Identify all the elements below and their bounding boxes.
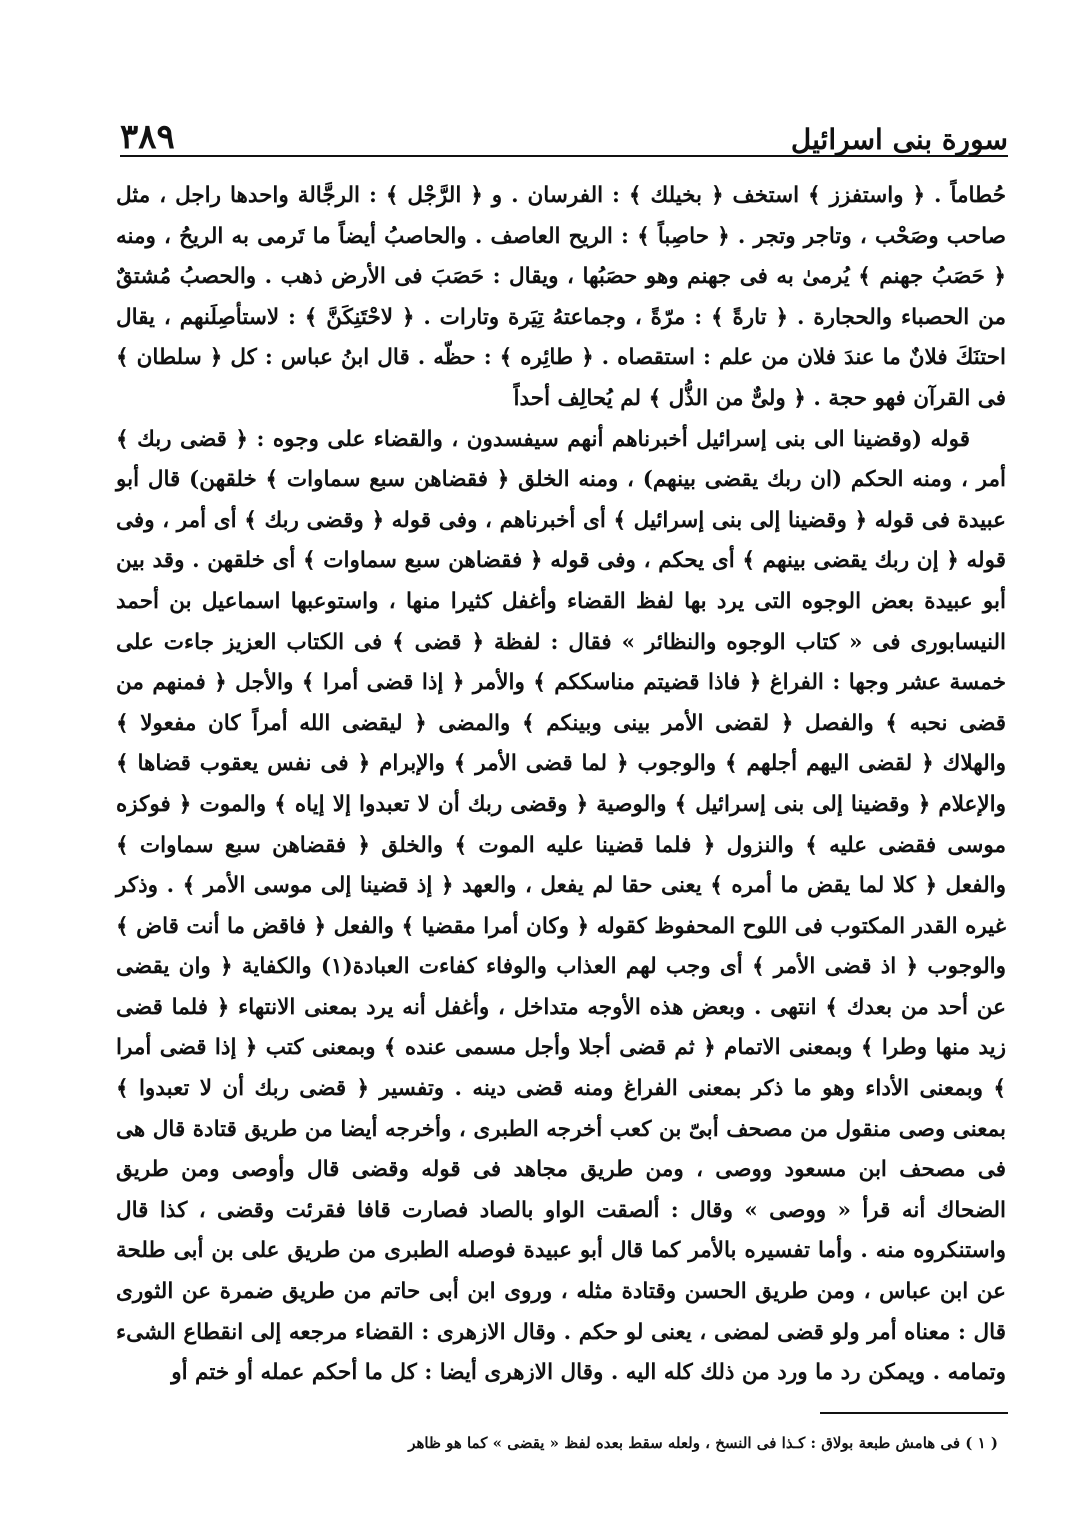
main-text: [116, 176, 1006, 1394]
paragraph: حُطاماً . ﴿ واستفزز ﴾ استخف ﴿ بخيلك ﴾ : الفرسان . و ﴿ الرَّجْل ﴾ : الرجَّالة واحدها راجل ، مثل صاحب وصَحْب ، وتاجر وتجر . ﴿ حاصِباً ﴾ : الريح العاصف . والحاصبُ أيضاً ما تَرمى به الريحُ ، ومنه ﴿ حَصَبُ جهنم ﴾ يُرمىٰ به فى جهنم وهو حصَبُها ، ويقال : حَصَبَ فى الأرض ذهب . والحصبُ مُشتقٌ من الحصباء والحجارة . ﴿ تارةً ﴾ : مرّةً ، وجماعتهُ تِيَرة وتارات . ﴿ لاحْتَنِكَنَّ ﴾ : لاستأصِلَنهم ، يقال احتنَكَ فلانٌ ما عندَ فلان من علم : استقصاه . ﴿ طائِره ﴾ : حظّه . قال ابنُ عباس : كل ﴿ سلطان ﴾ فى القرآن فهو حجة . ﴿ ولىٌّ من الذُّل ﴾ لم يُحالِف أحداً: [116, 183, 1006, 411]
page-number: ٣٨٩: [120, 117, 175, 157]
header-divider: [120, 155, 1008, 157]
footnote-divider: [820, 1412, 1008, 1414]
surah-title: سورة بنى اسرائيل: [790, 123, 1008, 156]
paragraph: قوله (وقضينا الى بنى إسرائيل أخبرناهم أنهم سيفسدون ، والقضاء على وجوه : ﴿ قضى ربك ﴾ أمر ، ومنه الحكم (ان ربك يقضى بينهم) ، ومنه الخلق ﴿ فقضاهن سبع سماوات ﴾ خلقهن) قال أبو عبيدة فى قوله ﴿ وقضينا إلى بنى إسرائيل ﴾ أى أخبرناهم ، وفى قوله ﴿ وقضى ربك ﴾ أى أمر ، وفى قوله ﴿ إن ربك يقضى بينهم ﴾ أى يحكم ، وفى قوله ﴿ فقضاهن سبع سماوات ﴾ أى خلقهن . وقد بين أبو عبيدة بعض الوجوه التى يرد بها لفظ القضاء وأغفل كثيرا منها ، واستوعبها اسماعيل بن أحمد النيسابورى فى « كتاب الوجوه والنظائر » فقال : لفظة ﴿ قضى ﴾ فى الكتاب العزيز جاءت على خمسة عشر وجها : الفراغ ﴿ فاذا قضيتم مناسككم ﴾ والأمر ﴿ إذا قضى أمرا ﴾ والأجل ﴿ فمنهم من قضى نحبه ﴾ والفصل ﴿ لقضى الأمر بينى وبينكم ﴾ والمضى ﴿ ليقضى الله أمراً كان مفعولا ﴾ والهلاك ﴿ لقضى اليهم أجلهم ﴾ والوجوب ﴿ لما قضى الأمر ﴾ والإبرام ﴿ فى نفس يعقوب قضاها ﴾ والإعلام ﴿ وقضينا إلى بنى إسرائيل ﴾ والوصية ﴿ وقضى ربك أن لا تعبدوا إلا إياه ﴾ والموت ﴿ فوكزه موسى فقضى عليه ﴾ والنزول ﴿ فلما قضينا عليه الموت ﴾ والخلق ﴿ فقضاهن سبع سماوات ﴾ والفعل ﴿ كلا لما يقض ما أمره ﴾ يعنى حقا لم يفعل ، والعهد ﴿ إذ قضينا إلى موسى الأمر ﴾ . وذكر غيره القدر المكتوب فى اللوح المحفوظ كقوله ﴿ وكان أمرا مقضيا ﴾ والفعل ﴿ فاقض ما أنت قاض ﴾ والوجوب ﴿ اذ قضى الأمر ﴾ أى وجب لهم العذاب والوفاء كفاءت العبادة(١) والكفاية ﴿ وان يقضى عن أحد من بعدك ﴾ انتهى . وبعض هذه الأوجه متداخل ، وأغفل أنه يرد بمعنى الانتهاء ﴿ فلما قضى زيد منها وطرا ﴾ وبمعنى الاتمام ﴿ ثم قضى أجلا وأجل مسمى عنده ﴾ وبمعنى كتب ﴿ إذا قضى أمرا ﴾ وبمعنى الأداء وهو ما ذكر بمعنى الفراغ ومنه قضى دينه . وتفسير ﴿ قضى ربك أن لا تعبدوا ﴾ بمعنى وصى منقول من مصحف أبىّ بن كعب أخرجه الطبرى ، وأخرجه أيضا من طريق قتادة قال هى فى مصحف ابن مسعود ووصى ، ومن طريق مجاهد فى قوله وقضى قال وأوصى ومن طريق الضحاك أنه قرأ « ووصى » وقال : ألصقت الواو بالصاد فصارت قافا فقرئت وقضى ، كذا قال واستنكروه منه . وأما تفسيره بالأمر كما قال أبو عبيدة فوصله الطبرى من طريق على بن أبى طلحة عن ابن عباس ، ومن طريق الحسن وقتادة مثله ، وروى ابن أبى حاتم من طريق ضمرة عن الثورى قال : معناه أمر ولو قضى لمضى ، يعنى لو حكم . وقال الازهرى : القضاء مرجعه إلى انقطاع الشىء وتمامه . ويمكن رد ما ورد من ذلك كله اليه . وقال الازهرى أيضا : كل ما أحكم عمله أو ختم أو: [116, 426, 1006, 1386]
footnote: ( ١ ) فى هامش طبعة بولاق : كـذا فى النسخ ، ولعله سقط بعده لفظ « يقضى » كما هو ظاهر: [408, 1434, 998, 1452]
page-header: [120, 102, 1008, 157]
